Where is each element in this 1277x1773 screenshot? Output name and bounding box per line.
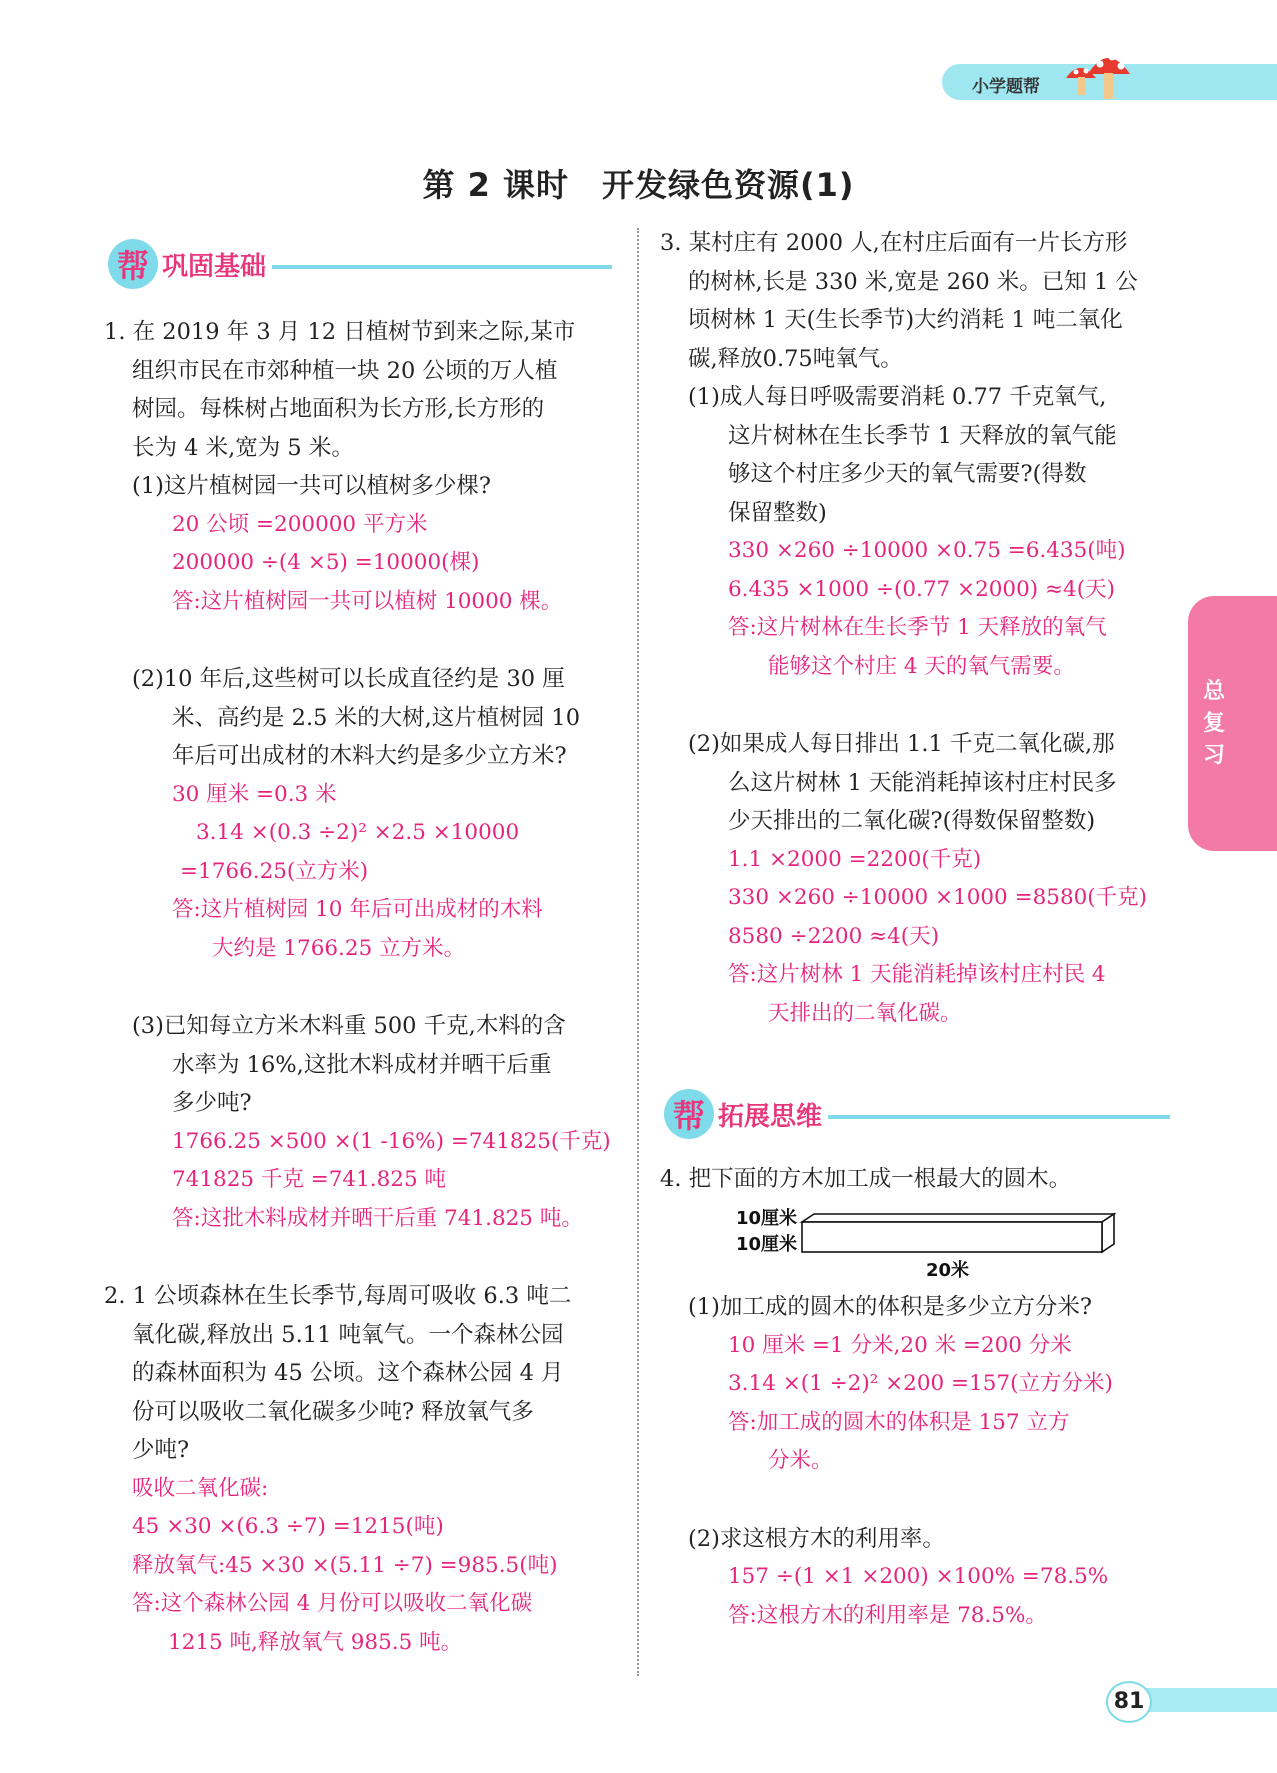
q1-stem-line: 树园。每株树占地面积为长方形,长方形的 <box>132 396 545 422</box>
q1-part1-prompt: (1)这片植树园一共可以植树多少棵? <box>132 473 491 499</box>
q3-part2-answer: 天排出的二氧化碳。 <box>768 1000 962 1026</box>
section-line <box>272 265 612 269</box>
section-title-extend: 拓展思维 <box>718 1101 823 1132</box>
q1-part1-answer: 20 公顷 =200000 平方米 <box>172 511 428 537</box>
q1-part2-prompt: 米、高约是 2.5 米的大树,这片植树园 10 <box>172 704 581 731</box>
question-3 <box>660 224 1180 1033</box>
q1-stem-line: 1. 在 2019 年 3 月 12 日植树节到来之际,某市 <box>104 319 576 345</box>
q4-part1-prompt: (1)加工成的圆木的体积是多少立方分米? <box>688 1294 1092 1320</box>
q4-part1-answer: 3.14 ×(1 ÷2)² ×200 =157(立方分米) <box>728 1371 1113 1396</box>
q1-part2-answer: 3.14 ×(0.3 ÷2)² ×2.5 ×10000 <box>196 820 520 845</box>
mushroom-logo <box>1060 44 1140 104</box>
q2-stem-line: 的森林面积为 45 公顷。这个森林公园 4 月 <box>132 1360 564 1386</box>
q1-part2-prompt: 年后可出成材的木料大约是多少立方米? <box>172 743 567 769</box>
q2-answer: 45 ×30 ×(6.3 ÷7) =1215(吨) <box>132 1514 444 1539</box>
beam-width-label: 10厘米 <box>736 1208 798 1229</box>
section-header-basic <box>108 238 612 290</box>
q2-answer: 1215 吨,释放氧气 985.5 吨。 <box>168 1629 463 1655</box>
q1-part3-prompt: (3)已知每立方米木料重 500 千克,木料的含 <box>132 1013 566 1039</box>
q1-part2-answer: =1766.25(立方米) <box>180 858 369 884</box>
q3-part1-prompt: 保留整数) <box>728 499 827 526</box>
q4-part1-answer: 分米。 <box>768 1448 833 1473</box>
beam-diagram <box>736 1200 1136 1280</box>
q1-part1-answer: 答:这片植树园一共可以植树 10000 棵。 <box>172 588 563 614</box>
q2-answer: 吸收二氧化碳: <box>132 1475 269 1501</box>
q4-part2-prompt: (2)求这根方木的利用率。 <box>688 1525 945 1552</box>
q3-part2-prompt: 么这片树林 1 天能消耗掉该村庄村民多 <box>728 769 1117 796</box>
beam-prism-icon <box>798 1200 1118 1260</box>
q4-part1-answer: 10 厘米 =1 分米,20 米 =200 分米 <box>728 1332 1072 1358</box>
q3-part2-answer: 1.1 ×2000 =2200(千克) <box>728 846 982 872</box>
q4-part2-answer: 157 ÷(1 ×1 ×200) ×100% =78.5% <box>728 1564 1109 1589</box>
q1-part2-answer: 答:这片植树园 10 年后可出成材的木料 <box>172 897 543 922</box>
q2-stem-line: 2. 1 公顷森林在生长季节,每周可吸收 6.3 吨二 <box>104 1283 572 1309</box>
badge-bang: 帮 <box>664 1089 714 1139</box>
q3-part2-prompt: 少天排出的二氧化碳?(得数保留整数) <box>728 808 1096 834</box>
q2-answer: 答:这个森林公园 4 月份可以吸收二氧化碳 <box>132 1591 533 1616</box>
section-line <box>828 1115 1170 1119</box>
q3-part1-answer: 330 ×260 ÷10000 ×0.75 =6.435(吨) <box>728 538 1126 563</box>
q1-part3-prompt: 多少吨? <box>172 1090 252 1116</box>
q1-part2-answer: 30 厘米 =0.3 米 <box>172 781 337 807</box>
question-1 <box>104 313 624 1238</box>
q3-stem-line: 顷树林 1 天(生长季节)大约消耗 1 吨二氧化 <box>688 307 1123 333</box>
q3-part2-answer: 8580 ÷2200 ≈4(天) <box>728 923 940 949</box>
brand-label: 小学题帮 <box>972 77 1040 97</box>
q3-part1-answer: 能够这个村庄 4 天的氧气需要。 <box>768 653 1075 679</box>
q4-stem: 4. 把下面的方木加工成一根最大的圆木。 <box>660 1166 1072 1192</box>
q3-part1-prompt: 够这个村庄多少天的氧气需要?(得数 <box>728 461 1087 487</box>
q1-part3-answer: 1766.25 ×500 ×(1 -16%) =741825(千克) <box>172 1128 611 1154</box>
q3-part1-prompt: 这片树林在生长季节 1 天释放的氧气能 <box>728 422 1117 449</box>
q1-part3-answer: 741825 千克 =741.825 吨 <box>172 1167 446 1192</box>
q3-part1-answer: 6.435 ×1000 ÷(0.77 ×2000) ≈4(天) <box>728 576 1115 602</box>
q1-part1-answer: 200000 ÷(4 ×5) =10000(棵) <box>172 550 480 575</box>
q1-part3-prompt: 水率为 16%,这批木料成材并晒干后重 <box>172 1051 552 1078</box>
q3-part2-answer: 330 ×260 ÷10000 ×1000 =8580(千克) <box>728 885 1148 910</box>
q1-stem-line: 长为 4 米,宽为 5 米。 <box>132 434 354 461</box>
q4-part2-answer: 答:这根方木的利用率是 78.5%。 <box>728 1602 1047 1628</box>
q3-stem-line: 的树林,长是 330 米,宽是 260 米。已知 1 公 <box>688 268 1138 295</box>
q3-stem-line: 碳,释放0.75吨氧气。 <box>688 345 903 372</box>
q2-stem-line: 氧化碳,释放出 5.11 吨氧气。一个森林公园 <box>132 1321 564 1348</box>
beam-length-label: 20米 <box>926 1260 970 1281</box>
badge-bang: 帮 <box>108 239 158 289</box>
q3-part1-prompt: (1)成人每日呼吸需要消耗 0.77 千克氧气, <box>688 384 1107 410</box>
column-divider <box>637 228 639 1676</box>
q1-part2-answer: 大约是 1766.25 立方米。 <box>212 935 466 961</box>
q3-part2-prompt: (2)如果成人每日排出 1.1 千克二氧化碳,那 <box>688 731 1115 757</box>
q3-part1-answer: 答:这片树林在生长季节 1 天释放的氧气 <box>728 615 1107 640</box>
q4-part1-answer: 答:加工成的圆木的体积是 157 立方 <box>728 1409 1070 1435</box>
q1-stem-line: 组织市民在市郊种植一块 20 公顷的万人植 <box>132 357 558 384</box>
q3-part2-answer: 答:这片树林 1 天能消耗掉该村庄村民 4 <box>728 962 1106 987</box>
question-4-parts <box>660 1288 1180 1635</box>
section-header-extend <box>664 1088 1170 1140</box>
page-number: 81 <box>1106 1681 1152 1723</box>
beam-height-label: 10厘米 <box>736 1234 798 1255</box>
section-title-basic: 巩固基础 <box>162 251 267 282</box>
q2-stem-line: 少吨? <box>132 1437 190 1463</box>
question-2 <box>104 1277 624 1662</box>
q2-answer: 释放氧气:45 ×30 ×(5.11 ÷7) =985.5(吨) <box>132 1552 558 1578</box>
lesson-title: 第 2 课时 开发绿色资源(1) <box>422 166 855 204</box>
q1-part2-prompt: (2)10 年后,这些树可以长成直径约是 30 厘 <box>132 666 565 692</box>
q1-part3-answer: 答:这批木料成材并晒干后重 741.825 吨。 <box>172 1205 583 1231</box>
q2-stem-line: 份可以吸收二氧化碳多少吨? 释放氧气多 <box>132 1398 534 1425</box>
q3-stem-line: 3. 某村庄有 2000 人,在村庄后面有一片长方形 <box>660 230 1128 256</box>
side-tab-label: 总复习 <box>1202 679 1225 768</box>
